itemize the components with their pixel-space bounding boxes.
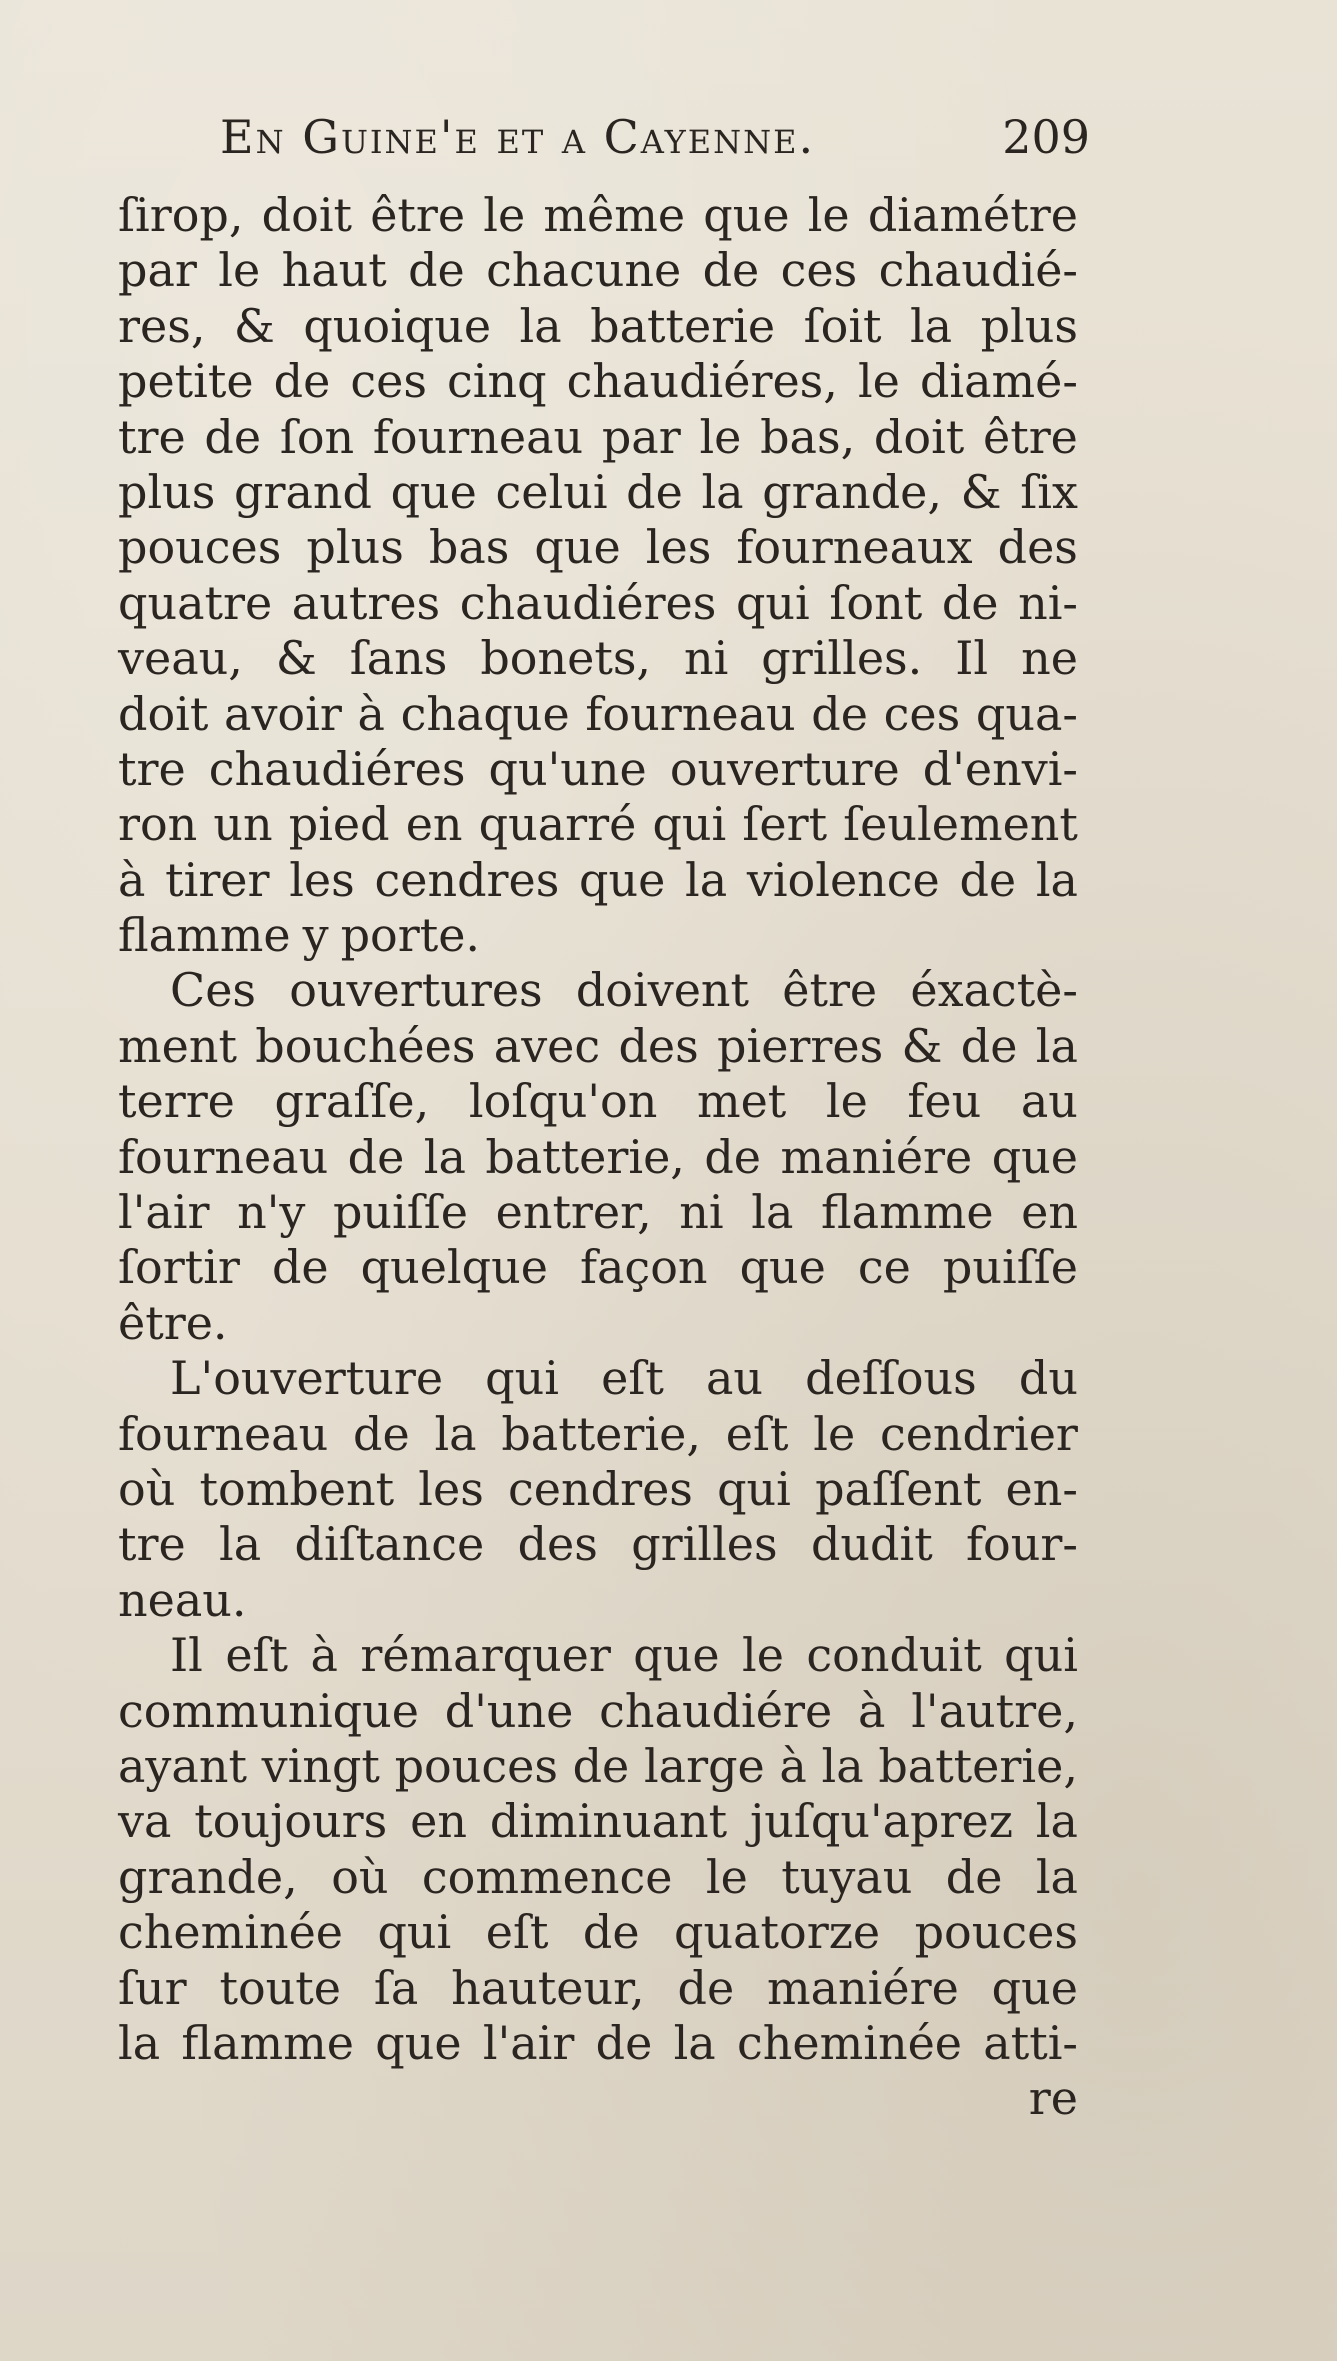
text-line: ſirop, doit être le même que le diamétre xyxy=(118,188,1078,242)
text-line: où tombent les cendres qui paſſent en- xyxy=(118,1461,1078,1516)
text-line: veau, & ſans bonets, ni grilles. Il ne xyxy=(118,631,1078,686)
text-line: Ces ouvertures doivent être éxactè- xyxy=(170,963,1078,1018)
text-line: cheminée qui eſt de quatorze pouces xyxy=(118,1905,1078,1960)
text-line: ron un pied en quarré qui ſert ſeulement xyxy=(118,797,1078,852)
text-line: tre chaudiéres qu'une ouverture d'envi- xyxy=(118,741,1078,796)
running-title: En Guine'e et a Cayenne. xyxy=(220,110,816,164)
text-line: la flamme que l'air de la cheminée atti- xyxy=(118,2015,1078,2070)
text-line: quatre autres chaudiéres qui ſont de ni- xyxy=(118,575,1078,630)
text-line: flamme y porte. xyxy=(118,908,481,963)
text-line: doit avoir à chaque fourneau de ces qua- xyxy=(118,686,1078,741)
text-line: ment bouchées avec des pierres & de la xyxy=(118,1018,1078,1073)
page-header xyxy=(210,110,1090,170)
text-line: Il eſt à rémarquer que le conduit qui xyxy=(170,1628,1078,1683)
text-line: terre graſſe, loſqu'on met le feu au xyxy=(118,1074,1078,1129)
text-line: va toujours en diminuant juſqu'aprez la xyxy=(118,1794,1078,1849)
text-line: communique d'une chaudiére à l'autre, xyxy=(118,1683,1078,1738)
text-line: L'ouverture qui eſt au deſſous du xyxy=(170,1351,1078,1406)
text-line: grande, où commence le tuyau de la xyxy=(118,1849,1078,1904)
text-line: tre la diſtance des grilles dudit four- xyxy=(118,1517,1078,1572)
text-line: l'air n'y puiſſe entrer, ni la flamme en xyxy=(118,1185,1078,1240)
page-number: 209 xyxy=(1002,110,1090,164)
text-line: à tirer les cendres que la violence de la xyxy=(118,852,1078,907)
body-text xyxy=(118,188,1078,2127)
text-line: fourneau de la batterie, de maniére que xyxy=(118,1129,1078,1184)
text-line: par le haut de chacune de ces chaudié- xyxy=(118,243,1078,298)
text-line: être. xyxy=(118,1295,228,1350)
text-line: tre de ſon fourneau par le bas, doit être xyxy=(118,409,1078,464)
catchword: re xyxy=(1028,2071,1078,2126)
text-line: res, & quoique la batterie ſoit la plus xyxy=(118,298,1078,353)
text-line: ayant vingt pouces de large à la batterie, xyxy=(118,1738,1078,1793)
text-line: neau. xyxy=(118,1572,247,1627)
text-line: fourneau de la batterie, eſt le cendrier xyxy=(118,1406,1078,1461)
text-line: petite de ces cinq chaudiéres, le diamé- xyxy=(118,354,1078,409)
text-line: ſur toute ſa hauteur, de maniére que xyxy=(118,1960,1078,2015)
text-line: plus grand que celui de la grande, & ſix xyxy=(118,464,1078,519)
text-line: ſortir de quelque façon que ce puiſſe xyxy=(118,1240,1078,1295)
text-line: pouces plus bas que les fourneaux des xyxy=(118,520,1078,575)
